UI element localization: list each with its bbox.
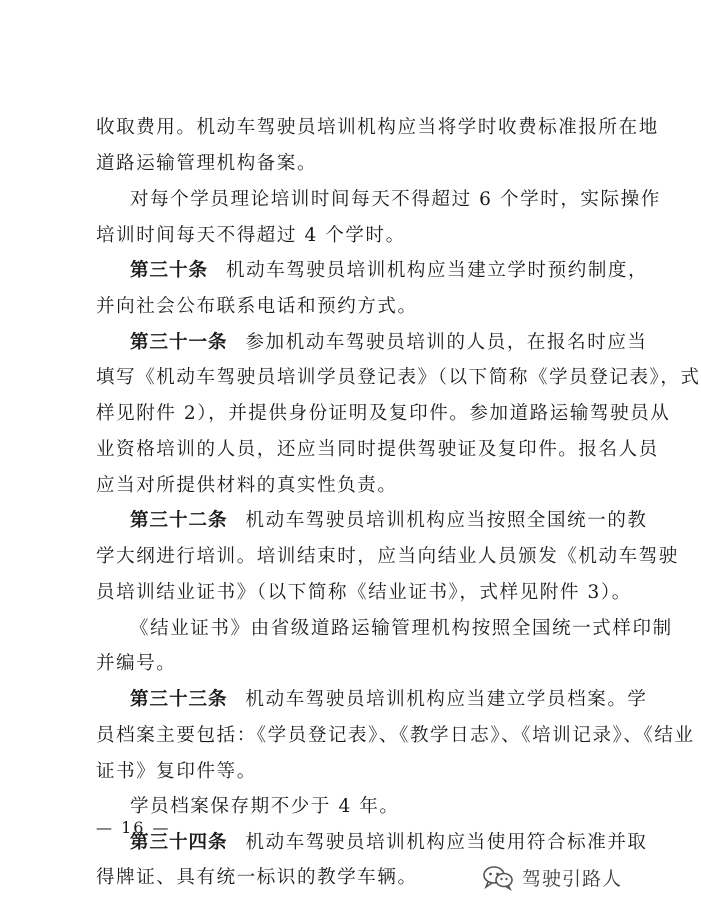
text-line xyxy=(96,581,632,605)
line-text: 机动车驾驶员培训机构应当建立学员档案。学 xyxy=(245,689,648,710)
text-line xyxy=(96,366,701,390)
line-text: 收取费用。机动车驾驶员培训机构应当将学时收费标准报所在地 xyxy=(96,117,659,138)
line-text: 证书》复印件等。 xyxy=(96,761,257,782)
line-text: 学员档案保存期不少于 4 年。 xyxy=(130,796,400,817)
line-text: 业资格培训的人员，还应当同时提供驾驶证及复印件。报名人员 xyxy=(96,439,659,460)
line-text: 员档案主要包括：《学员登记表》、《教学日志》、《培训记录》、《结业 xyxy=(96,725,695,746)
line-text: 并向社会公布联系电话和预约方式。 xyxy=(96,296,418,317)
line-text: 道路运输管理机构备案。 xyxy=(96,153,318,174)
article-line xyxy=(130,688,648,712)
line-text: 填写《机动车驾驶员培训学员登记表》（以下简称《学员登记表》，式 xyxy=(96,367,701,388)
article-number: 第三十二条 xyxy=(130,510,228,531)
line-text: 培训时间每天不得超过 4 个学时。 xyxy=(96,225,406,246)
text-line xyxy=(96,474,580,498)
text-line xyxy=(96,152,580,176)
line-text: 机动车驾驶员培训机构应当按照全国统一的教 xyxy=(245,510,648,531)
line-text: 对每个学员理论培训时间每天不得超过 6 个学时，实际操作 xyxy=(130,189,661,210)
text-line xyxy=(96,438,659,462)
text-line xyxy=(96,652,580,676)
text-line xyxy=(96,224,580,248)
line-text: 参加机动车驾驶员培训的人员，在报名时应当 xyxy=(245,332,648,353)
text-line xyxy=(96,295,580,319)
line-text: 样见附件 2），并提供身份证明及复印件。参加道路运输驾驶员从 xyxy=(96,403,671,424)
wechat-icon xyxy=(482,865,514,891)
line-text: 得牌证、具有统一标识的教学车辆。 xyxy=(96,867,418,888)
text-line xyxy=(96,402,671,426)
text-line xyxy=(130,617,673,641)
article-number: 第三十条 xyxy=(130,260,209,281)
text-line xyxy=(96,545,679,569)
page-number: — 16 — xyxy=(96,818,171,837)
line-text: 机动车驾驶员培训机构应当使用符合标准并取 xyxy=(245,832,648,853)
line-text: 应当对所提供材料的真实性负责。 xyxy=(96,475,398,496)
text-line xyxy=(130,795,580,819)
article-line xyxy=(130,259,649,283)
text-line xyxy=(96,760,580,784)
line-text: 《结业证书》由省级道路运输管理机构按照全国统一式样印制 xyxy=(130,618,673,639)
article-number: 第三十三条 xyxy=(130,689,228,710)
article-line xyxy=(130,509,648,533)
article-number: 第三十一条 xyxy=(130,332,228,353)
line-text: 机动车驾驶员培训机构应当建立学时预约制度， xyxy=(226,260,649,281)
line-text: 员培训结业证书》（以下简称《结业证书》，式样见附件 3）。 xyxy=(96,582,632,603)
article-line xyxy=(130,831,648,855)
line-text: 并编号。 xyxy=(96,653,177,674)
text-line xyxy=(96,116,659,140)
line-text: 学大纲进行培训。培训结束时，应当向结业人员颁发《机动车驾驶 xyxy=(96,546,679,567)
text-line xyxy=(130,188,661,212)
watermark-text: 驾驶引路人 xyxy=(521,868,622,890)
article-number: 第三十四条 xyxy=(130,832,228,853)
article-line xyxy=(130,331,648,355)
watermark xyxy=(482,864,622,891)
text-line xyxy=(96,724,695,748)
